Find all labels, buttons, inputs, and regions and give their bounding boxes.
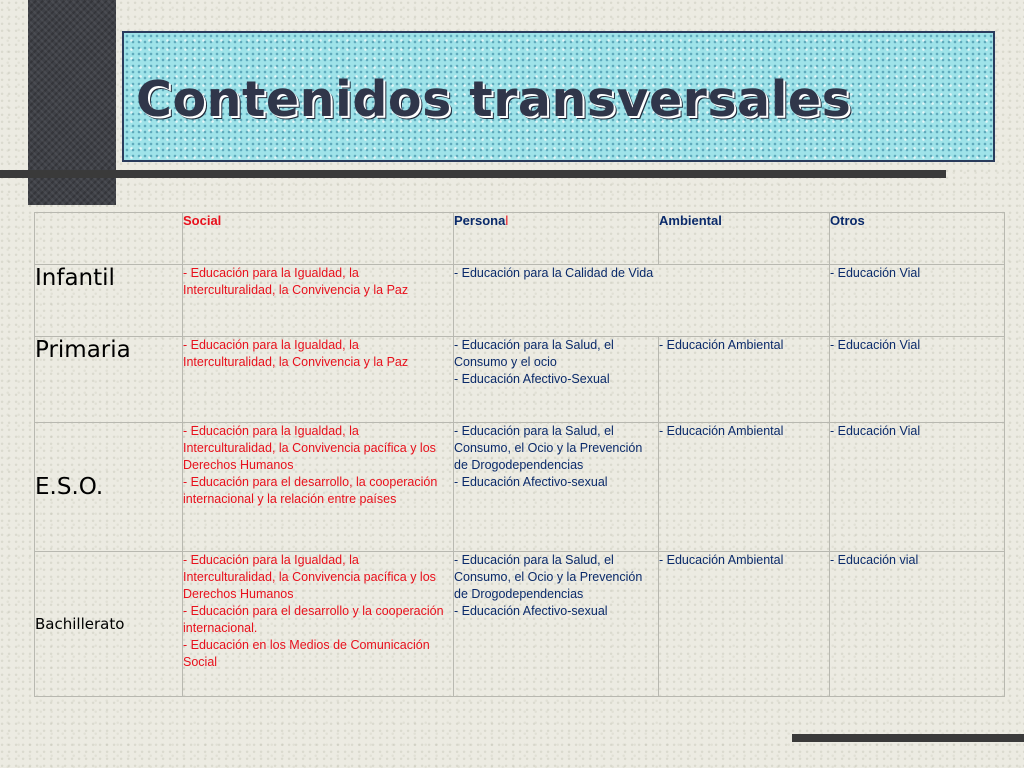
cell-infantil-personal-ambiental xyxy=(454,265,830,337)
cell-bachillerato-personal xyxy=(454,552,659,697)
list-item: - Educación Afectivo-sexual xyxy=(454,604,608,618)
row-label-bachillerato: Bachillerato xyxy=(35,552,183,697)
header-personal xyxy=(454,213,659,265)
list-item: - Educación Vial xyxy=(830,424,921,438)
list-item: - Educación Vial xyxy=(830,338,921,352)
header-otros: Otros xyxy=(830,213,1005,265)
cell-primaria-personal xyxy=(454,337,659,423)
cell-primaria-otros xyxy=(830,337,1005,423)
row-label-eso: E.S.O. xyxy=(35,423,183,552)
list-item: - Educación para la Igualdad, la Interculturalidad, la Convivencia pacífica y los Derechos Humanos xyxy=(183,553,436,601)
cell-bachillerato-social xyxy=(183,552,454,697)
list-item: - Educación para la Calidad de Vida xyxy=(454,266,654,280)
table-row-infantil xyxy=(35,265,1005,337)
cell-bachillerato-otros xyxy=(830,552,1005,697)
header-row xyxy=(35,213,1005,265)
list-item: - Educación Ambiental xyxy=(659,338,784,352)
list-item: - Educación para la Salud, el Consumo, el Ocio y la Prevención de Drogodependencias xyxy=(454,553,643,601)
list-item: - Educación Ambiental xyxy=(659,553,784,567)
header-personal-part1: Persona xyxy=(454,213,506,228)
header-social: Social xyxy=(183,213,454,265)
cell-eso-otros xyxy=(830,423,1005,552)
row-label-infantil: Infantil xyxy=(35,265,183,337)
decorative-top-bar xyxy=(0,170,946,178)
list-item: - Educación Afectivo-Sexual xyxy=(454,372,610,386)
title-box xyxy=(122,31,995,162)
list-item: - Educación para el desarrollo y la cooperación internacional. xyxy=(183,604,444,635)
cell-infantil-social xyxy=(183,265,454,337)
list-item: - Educación Afectivo-sexual xyxy=(454,475,608,489)
table-row-bachillerato xyxy=(35,552,1005,697)
cell-primaria-social xyxy=(183,337,454,423)
list-item: - Educación para el desarrollo, la cooperación internacional y la relación entre países xyxy=(183,475,438,506)
header-ambiental: Ambiental xyxy=(659,213,830,265)
list-item: - Educación para la Igualdad, la Interculturalidad, la Convivencia y la Paz xyxy=(183,266,409,297)
slide-title: Contenidos transversales xyxy=(136,71,852,128)
header-personal-part2: l xyxy=(505,213,509,228)
list-item: - Educación para la Salud, el Consumo y el ocio xyxy=(454,338,614,369)
table-row-primaria xyxy=(35,337,1005,423)
cell-eso-personal xyxy=(454,423,659,552)
list-item: - Educación Vial xyxy=(830,266,921,280)
list-item: - Educación para la Igualdad, la Interculturalidad, la Convivencia y la Paz xyxy=(183,338,409,369)
content-table xyxy=(34,212,1005,697)
cell-bachillerato-ambiental xyxy=(659,552,830,697)
header-empty xyxy=(35,213,183,265)
list-item: - Educación Ambiental xyxy=(659,424,784,438)
cell-eso-ambiental xyxy=(659,423,830,552)
cell-eso-social xyxy=(183,423,454,552)
list-item: - Educación en los Medios de Comunicación Social xyxy=(183,638,430,669)
list-item: - Educación para la Salud, el Consumo, el Ocio y la Prevención de Drogodependencias xyxy=(454,424,643,472)
list-item: - Educación para la Igualdad, la Interculturalidad, la Convivencia pacífica y los Derechos Humanos xyxy=(183,424,436,472)
list-item: - Educación vial xyxy=(830,553,919,567)
decorative-bottom-bar xyxy=(792,734,1024,742)
row-label-primaria: Primaria xyxy=(35,337,183,423)
table-row-eso xyxy=(35,423,1005,552)
cell-infantil-otros xyxy=(830,265,1005,337)
cell-primaria-ambiental xyxy=(659,337,830,423)
